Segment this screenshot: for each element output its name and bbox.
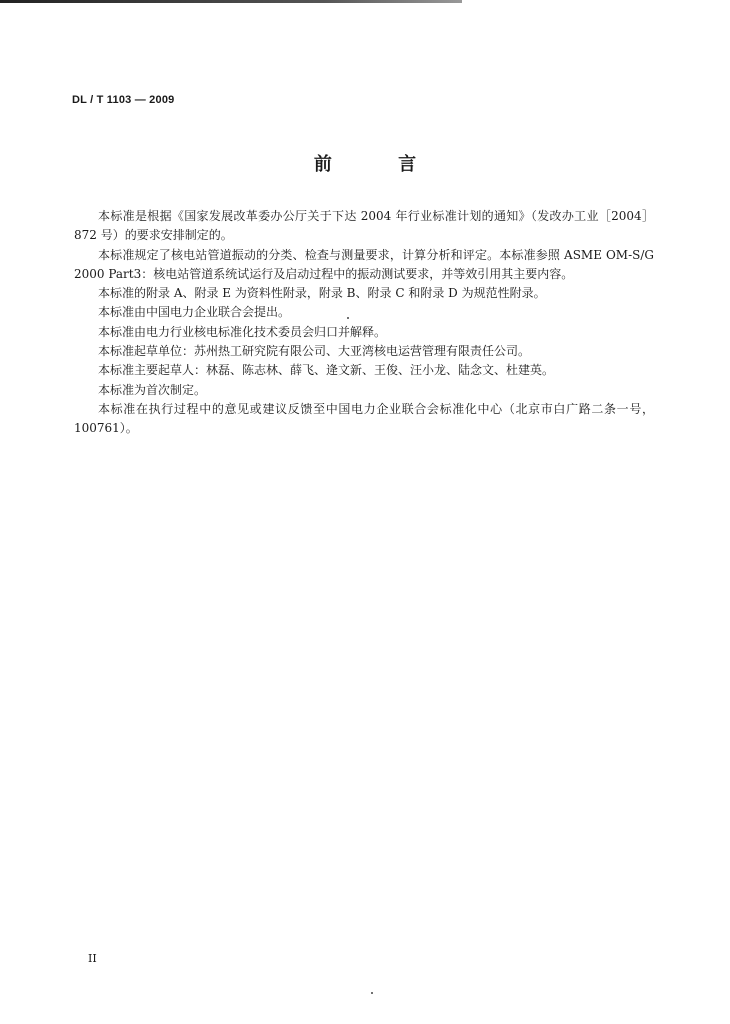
document-code: DL / T 1103 — 2009: [72, 94, 175, 106]
page-title: 前 言: [313, 154, 447, 175]
paragraph-proposer: 本标准由中国电力企业联合会提出。: [98, 305, 291, 320]
paragraph-feedback: 本标准在执行过程中的意见或建议反馈至中国电力企业联合会标准化中心（北京市白广路二条一号，100761）。: [74, 401, 654, 436]
foreword-body: [74, 207, 654, 439]
paragraph-scope: 本标准规定了核电站管道振动的分类、检查与测量要求，计算分析和评定。本标准参照 ASME OM-S/G 2000 Part3：核电站管道系统试运行及启动过程中的振动测试要求，并等效引用其主要内容。: [74, 247, 654, 281]
page-number: II: [88, 952, 97, 965]
scan-speck: [347, 317, 349, 319]
scan-edge-line: [0, 0, 462, 3]
paragraph-interpretation: 本标准由电力行业核电标准化技术委员会归口并解释。: [98, 324, 387, 339]
paragraph-annexes: 本标准的附录 A、附录 E 为资料性附录，附录 B、附录 C 和附录 D 为规范性附录。: [98, 286, 546, 301]
paragraph-drafters: 本标准主要起草人：林磊、陈志林、薛飞、逄文新、王俊、汪小龙、陆念文、杜建英。: [98, 363, 555, 378]
paragraph-drafting-units: 本标准起草单位：苏州热工研究院有限公司、大亚湾核电运营管理有限责任公司。: [98, 344, 531, 359]
scan-speck: [371, 992, 373, 994]
paragraph-plan-basis: 本标准是根据《国家发展改革委办公厅关于下达 2004 年行业标准计划的通知》（发改办工业［2004］872 号）的要求安排制定的。: [74, 209, 654, 243]
paragraph-first-edition: 本标准为首次制定。: [98, 382, 207, 397]
